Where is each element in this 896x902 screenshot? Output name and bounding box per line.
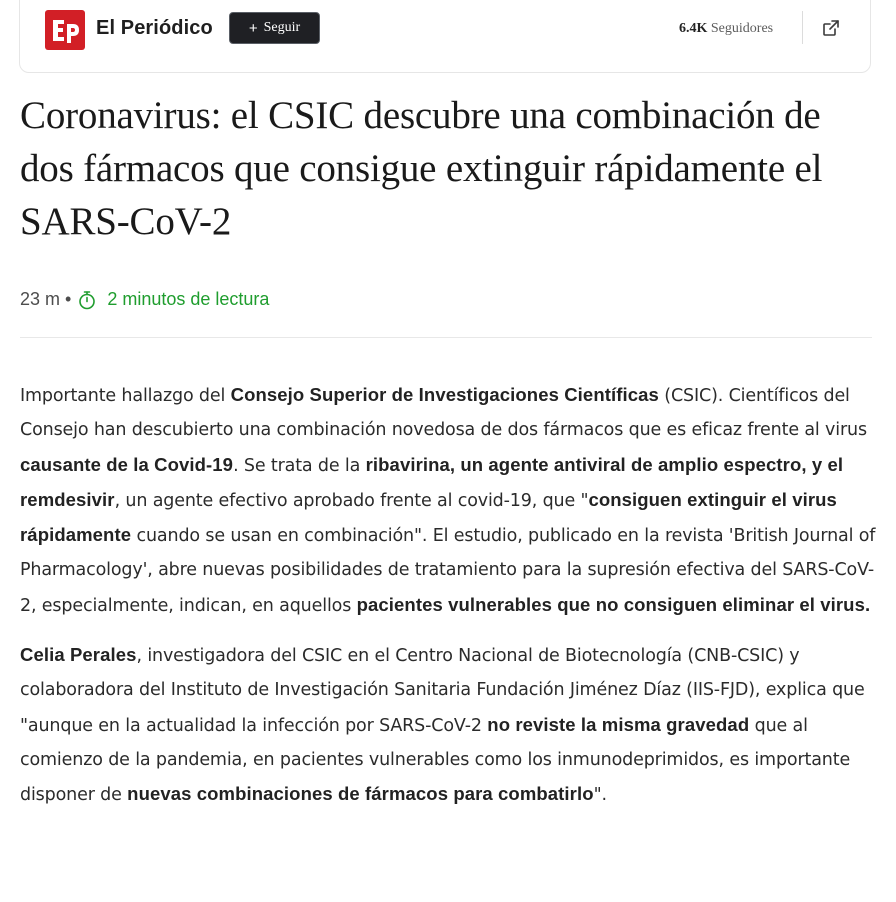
- paragraph-1: [20, 378, 882, 623]
- read-time: [77, 289, 269, 310]
- text-segment: , investigadora del CSIC en el Centro Nacional de Biotecnología (CNB-CSIC) y colaboradora del Instituto de Investigación Sanitaria Fundación Jiménez Díaz (IIS-FJD), explica que "aunque en la actualidad la infección por SARS-CoV-2: [20, 646, 865, 736]
- follow-button-label: Seguir: [263, 20, 301, 35]
- follow-button[interactable]: [229, 12, 320, 44]
- bold-segment: pacientes vulnerables que no consiguen eliminar el virus.: [356, 593, 871, 615]
- followers-label: Seguidores: [710, 21, 774, 36]
- text-segment: , un agente efectivo aprobado frente al covid-19, que ": [114, 490, 589, 511]
- article-meta: [20, 289, 269, 310]
- external-link-icon[interactable]: [821, 18, 841, 38]
- text-segment: que al comienzo de la pandemia, en pacientes vulnerables como los inmunodeprimidos, es importante disponer de: [20, 715, 851, 806]
- publisher-logo[interactable]: [45, 10, 85, 50]
- read-time-label: 2 minutos de lectura: [107, 289, 270, 309]
- paragraph-2: [20, 638, 882, 812]
- text-segment: Importante hallazgo del: [20, 386, 231, 406]
- publication-name[interactable]: El Periódico: [96, 17, 213, 39]
- bold-segment: Celia Perales: [20, 644, 137, 666]
- bold-segment: ribavirina, un agente antiviral de amplio espectro, y el remdesivir: [20, 453, 844, 510]
- header-divider: [802, 11, 803, 44]
- bold-segment: Consejo Superior de Investigaciones Científicas: [230, 384, 659, 405]
- followers-number: 6.4K: [679, 21, 708, 36]
- plus-icon: +: [248, 19, 258, 37]
- article-body: [20, 378, 882, 828]
- meta-separator: •: [65, 289, 72, 309]
- bold-segment: no reviste la misma gravedad: [487, 713, 750, 735]
- bold-segment: nuevas combinaciones de fármacos para combatirlo: [127, 783, 594, 805]
- stopwatch-icon: [77, 290, 97, 310]
- text-segment: . Se trata de la: [233, 455, 366, 476]
- text-segment: (CSIC). Científicos del Consejo han descubierto una combinación novedosa de dos fármacos que es eficaz frente al virus: [20, 386, 867, 441]
- publisher-header: [19, 0, 871, 73]
- article-title: Coronavirus: el CSIC descubre una combinación de dos fármacos que consigue extinguir rápidamente el SARS-CoV-2: [20, 94, 823, 243]
- bold-segment: causante de la Covid-19: [20, 453, 234, 475]
- text-segment: ".: [593, 785, 607, 806]
- bold-segment: consiguen extinguir el virus rápidamente: [20, 488, 837, 546]
- followers-count: [679, 21, 773, 37]
- text-segment: cuando se usan en combinación". El estudio, publicado en la revista 'British Journal of Pharmacology', abre nuevas posibilidades de tratamiento para la supresión efectiva del SARS-CoV-2, especialmente, indican, en aquellos: [20, 526, 876, 616]
- time-ago: 23 m: [20, 289, 61, 309]
- meta-divider: [20, 337, 872, 338]
